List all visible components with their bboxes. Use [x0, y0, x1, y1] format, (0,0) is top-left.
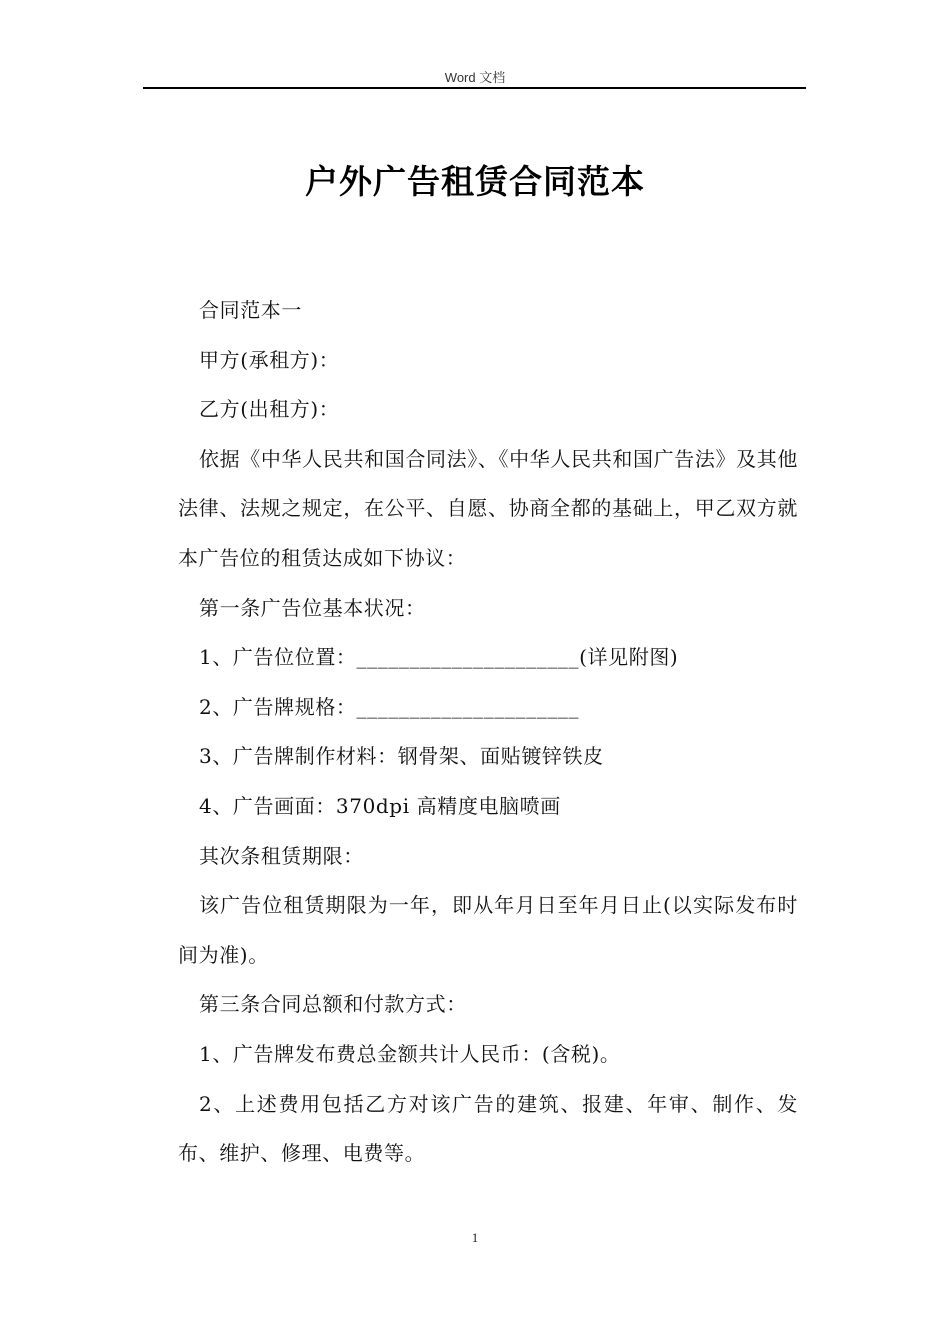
- paragraph-item-image: 4、广告画面：370dpi 高精度电脑喷画: [199, 793, 561, 818]
- paragraph-payment-total: 1、广告牌发布费总金额共计人民币：(含税)。: [199, 1041, 621, 1066]
- page-header: Word 文档: [444, 70, 506, 85]
- paragraph-item-material: 3、广告牌制作材料：钢骨架、面贴镀锌铁皮: [199, 744, 604, 769]
- paragraph-article-3: 第三条合同总额和付款方式：: [199, 992, 467, 1017]
- paragraph-article-1: 第一条广告位基本状况：: [199, 595, 426, 620]
- paragraph-payment-scope: 2、上述费用包括乙方对该广告的建筑、报建、年审、制作、发布、维护、修理、电费等。: [178, 1091, 798, 1166]
- page-number: 1: [471, 1230, 479, 1245]
- document-title: 户外广告租赁合同范本: [305, 162, 645, 201]
- paragraph-preamble: 依据《中华人民共和国合同法》、《中华人民共和国广告法》及其他法律、法规之规定，在公平、自愿、协商全都的基础上，甲乙双方就本广告位的租赁达成如下协议：: [178, 446, 798, 570]
- paragraph-item-location: 1、广告位位置：_____________________(详见附图): [199, 645, 679, 670]
- paragraph-party-a: 甲方(承租方)：: [199, 347, 340, 372]
- document-body: [178, 286, 798, 1179]
- paragraph-lease-term: 该广告位租赁期限为一年，即从年月日至年月日止(以实际发布时间为准)。: [178, 893, 798, 967]
- header-divider: [143, 87, 806, 89]
- paragraph-party-b: 乙方(出租方)：: [199, 397, 340, 422]
- paragraph-article-2: 其次条租赁期限：: [199, 843, 364, 868]
- paragraph-item-spec: 2、广告牌规格：_____________________: [199, 694, 580, 719]
- paragraph-contract-sample: 合同范本一: [199, 298, 302, 322]
